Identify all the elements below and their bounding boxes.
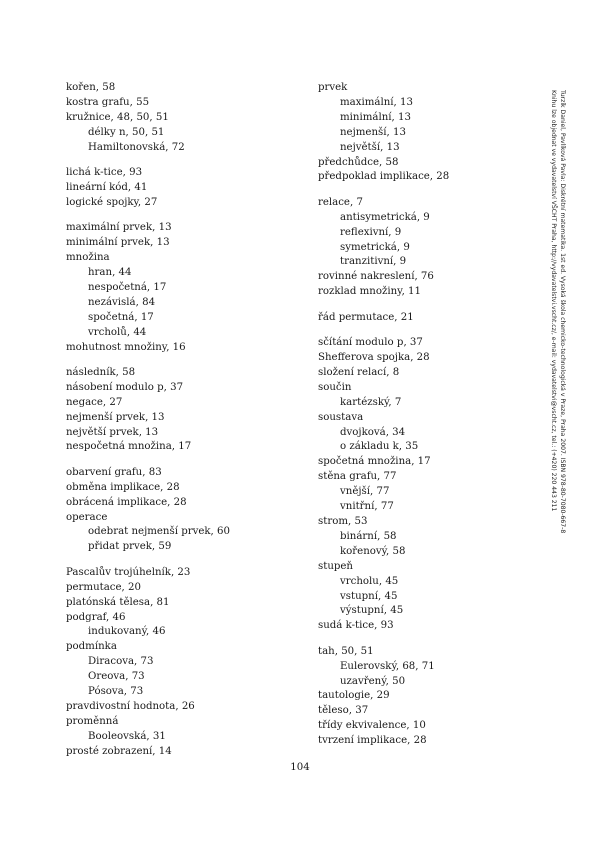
- index-entry: stěna grafu, 77: [318, 471, 397, 483]
- index-entry: lichá k-tice, 93: [66, 167, 143, 179]
- index-entry: tvrzení implikace, 28: [318, 735, 427, 747]
- index-entry: minimální prvek, 13: [66, 237, 170, 249]
- index-group: [66, 466, 276, 555]
- index-entry: nespočetná množina, 17: [66, 441, 192, 453]
- index-entry: Shefferova spojka, 28: [318, 352, 430, 363]
- index-subentry: Diracova, 73: [88, 656, 154, 668]
- index-entry: nejmenší prvek, 13: [66, 411, 165, 423]
- index-subentry: vrcholů, 44: [88, 326, 147, 338]
- page-number: 104: [290, 762, 310, 773]
- index-subentry: hran, 44: [88, 266, 132, 278]
- index-entry: stupeň: [318, 560, 353, 572]
- index-entry: obměna implikace, 28: [66, 481, 180, 493]
- index-entry: mohutnost množiny, 16: [66, 341, 186, 353]
- index-entry: logické spojky, 27: [66, 196, 158, 208]
- index-entry: sčítání modulo p, 37: [318, 337, 423, 349]
- index-entry: sudá k-tice, 93: [318, 620, 394, 632]
- index-entry: podmínka: [66, 641, 117, 653]
- index-entry: soustava: [318, 411, 364, 423]
- index-entry: platónská tělesa, 81: [66, 596, 170, 608]
- index-subentry: kořenový, 58: [340, 545, 406, 557]
- index-subentry: Booleovská, 31: [88, 730, 166, 742]
- side-note-line-2: Knihu lze objednat ve vydavatelství VŠCHT Praha, http://vydavatelstvi.vscht.cz/, e-mail: vydavatelstvi@vscht.cz, tel.: (+420) 220 443 211: [550, 90, 558, 512]
- index-subentry: Oreova, 73: [88, 671, 145, 683]
- index-subentry: nezávislá, 84: [88, 296, 156, 308]
- index-entry: obrácená implikace, 28: [66, 496, 187, 508]
- index-entry: lineární kód, 41: [66, 181, 148, 193]
- side-note-line-1: Turzík Daniel, Pavlíková Pavla: Diskrétní matematika. 1st ed. Vysoká škola chemicko-technologická v Praze, Praha 2007. ISBN 978-80-7080-667-8: [559, 90, 566, 534]
- index-entry: strom, 53: [318, 515, 368, 527]
- index-group: [318, 311, 528, 326]
- index-subentry: uzavřený, 50: [340, 675, 406, 687]
- index-entry: největší prvek, 13: [66, 426, 159, 438]
- index-subentry: Pósova, 73: [88, 686, 144, 698]
- index-subentry: přidat prvek, 59: [88, 541, 172, 553]
- index-subentry: maximální, 13: [340, 96, 413, 108]
- index-entry: prvek: [318, 82, 348, 93]
- index-entry: součin: [318, 381, 352, 393]
- index-entry: relace, 7: [318, 196, 363, 208]
- index-entry: složení relací, 8: [318, 366, 400, 378]
- index-subentry: binární, 58: [340, 530, 397, 542]
- index-subentry: délky n, 50, 51: [88, 126, 165, 138]
- index-entry: předpoklad implikace, 28: [318, 171, 450, 183]
- index-entry: permutace, 20: [66, 581, 141, 593]
- index-entry: kořen, 58: [66, 82, 116, 93]
- index-entry: tah, 50, 51: [318, 645, 374, 657]
- index-subentry: Eulerovský, 68, 71: [340, 660, 435, 672]
- index-subentry: nespočetná, 17: [88, 281, 167, 293]
- side-note-vertical: [548, 90, 566, 650]
- index-entry: podgraf, 46: [66, 611, 126, 623]
- index-entry: spočetná množina, 17: [318, 456, 431, 468]
- index-subentry: výstupní, 45: [340, 605, 404, 617]
- index-entry: obarvení grafu, 83: [66, 466, 162, 478]
- index-subentry: největší, 13: [340, 141, 400, 153]
- index-entry: řád permutace, 21: [318, 311, 414, 323]
- index-subentry: symetrická, 9: [340, 241, 410, 253]
- index-entry: násobení modulo p, 37: [66, 381, 184, 393]
- index-entry: rovinné nakreslení, 76: [318, 271, 434, 283]
- index-entry: rozklad množiny, 11: [318, 286, 422, 298]
- index-entry: třídy ekvivalence, 10: [318, 720, 426, 732]
- index-subentry: vrcholu, 45: [340, 575, 399, 587]
- index-entry: těleso, 37: [318, 705, 369, 717]
- index-entry: proměnná: [66, 715, 119, 727]
- index-group: [318, 645, 528, 749]
- index-group: [66, 221, 276, 355]
- index-group: [318, 81, 528, 185]
- index-subentry: tranzitivní, 9: [340, 256, 407, 268]
- index-subentry: Hamiltonovská, 72: [88, 141, 185, 153]
- index-entry: Pascalův trojúhelník, 23: [66, 566, 191, 578]
- index-group: [318, 196, 528, 300]
- index-subentry: indukovaný, 46: [88, 626, 166, 638]
- index-group: [66, 166, 276, 211]
- index-entry: maximální prvek, 13: [66, 222, 172, 234]
- index-subentry: spočetná, 17: [88, 311, 154, 323]
- index-entry: kostra grafu, 55: [66, 96, 150, 108]
- index-entry: kružnice, 48, 50, 51: [66, 111, 169, 123]
- index-column-right: [318, 81, 528, 760]
- index-subentry: vstupní, 45: [340, 590, 398, 602]
- index-subentry: vnější, 77: [340, 486, 390, 498]
- index-entry: prosté zobrazení, 14: [66, 745, 172, 757]
- index-subentry: dvojková, 34: [340, 426, 406, 438]
- index-subentry: minimální, 13: [340, 111, 411, 123]
- index-entry: negace, 27: [66, 396, 123, 408]
- index-subentry: kartézský, 7: [340, 396, 402, 408]
- index-entry: následník, 58: [66, 366, 136, 378]
- index-group: [66, 366, 276, 455]
- index-entry: množina: [66, 252, 110, 264]
- index-group: [66, 566, 276, 760]
- index-subentry: reflexivní, 9: [340, 226, 402, 238]
- index-entry: tautologie, 29: [318, 690, 390, 702]
- index-subentry: odebrat nejmenší prvek, 60: [88, 526, 230, 538]
- index-column-left: [66, 81, 276, 770]
- index-subentry: antisymetrická, 9: [340, 211, 430, 223]
- index-subentry: vnitřní, 77: [340, 501, 394, 513]
- index-group: [66, 81, 276, 156]
- index-entry: pravdivostní hodnota, 26: [66, 700, 195, 712]
- index-entry: předchůdce, 58: [318, 156, 399, 168]
- index-subentry: o základu k, 35: [340, 441, 419, 453]
- index-group: [318, 336, 528, 634]
- index-subentry: nejmenší, 13: [340, 126, 406, 138]
- index-entry: operace: [66, 511, 108, 523]
